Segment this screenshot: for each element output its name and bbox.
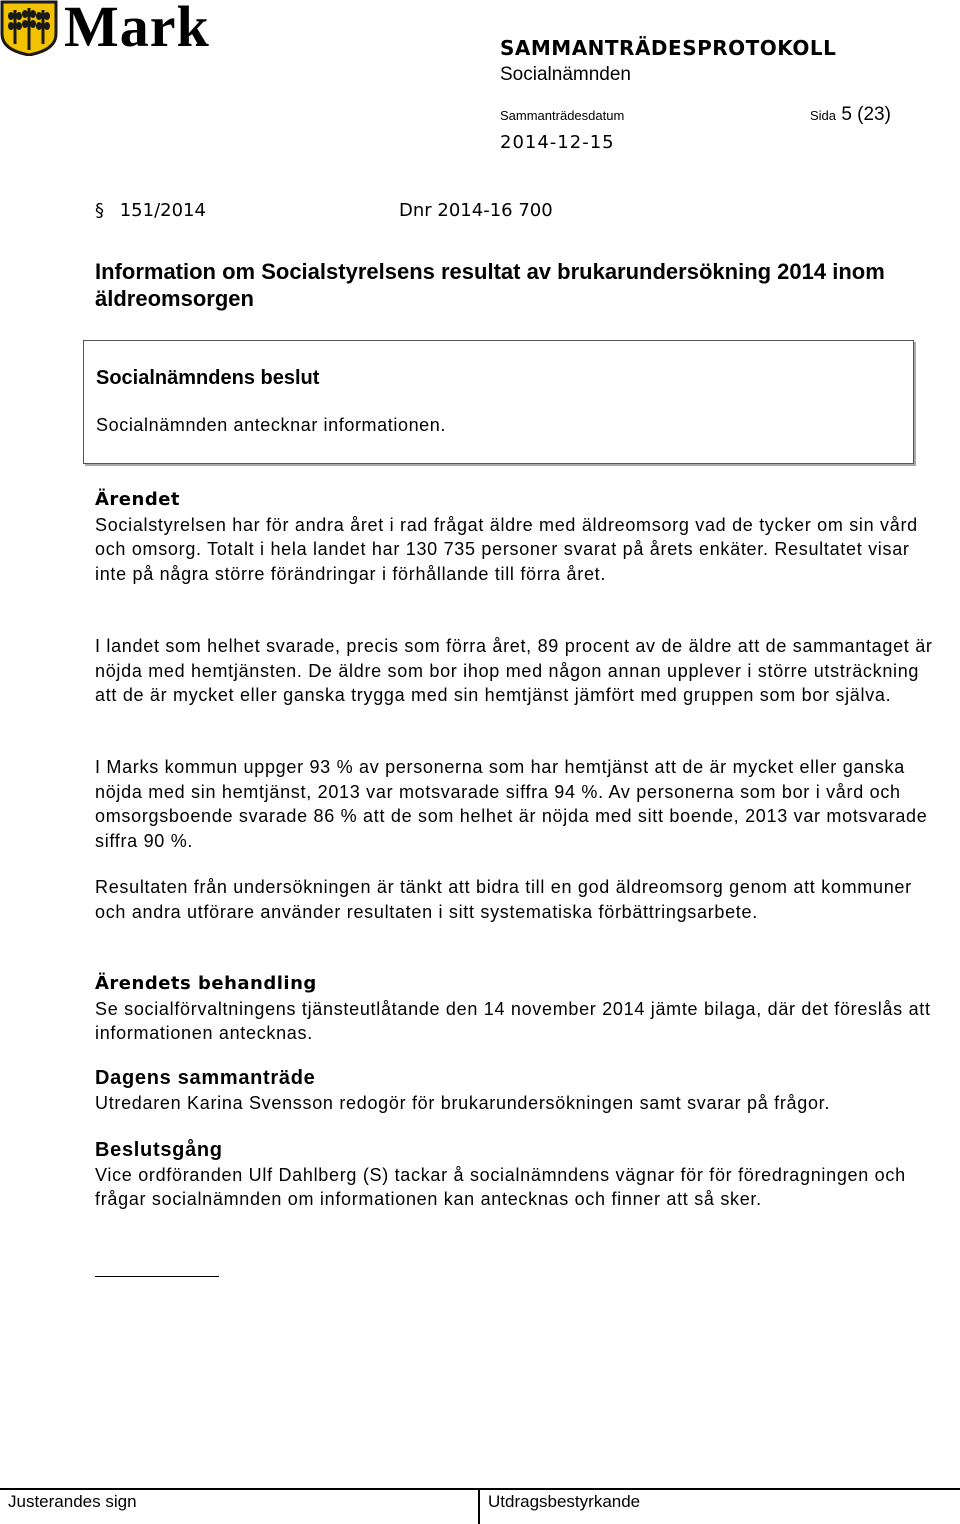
arendet-heading: Ärendet — [95, 489, 181, 510]
page-label: Sida — [810, 108, 837, 123]
arendet-paragraph-4: Resultaten från undersökningen är tänkt att bidra till en god äldreomsorg genom att kommuner och andra utförare använder resultaten i sitt systematiska förbättringsarbete. — [95, 877, 912, 922]
committee-name: Socialnämnden — [500, 64, 631, 85]
page-value: 5 (23) — [841, 104, 891, 125]
signature-line — [95, 1276, 219, 1277]
behandling-text: Se socialförvaltningens tjänsteutlåtande den 14 november 2014 jämte bilaga, där det föreslås att informationen antecknas. — [95, 998, 931, 1043]
decision-box — [83, 340, 914, 464]
footer-utdragsbestyrkande: Utdragsbestyrkande — [488, 1492, 641, 1511]
decision-title: Socialnämndens beslut — [96, 367, 320, 389]
municipality-emblem-icon — [0, 0, 58, 56]
behandling-heading: Ärendets behandling — [95, 973, 317, 994]
document-type-title: SAMMANTRÄDESPROTOKOLL — [500, 36, 837, 60]
decision-text: Socialnämnden antecknar informationen. — [96, 415, 446, 435]
dagens-text: Utredaren Karina Svensson redogör för brukarundersökningen samt svarar på frågor. — [95, 1092, 831, 1113]
paragraph-symbol: § — [95, 200, 104, 221]
arendet-section — [95, 488, 945, 586]
municipality-logo-text: Mark — [64, 0, 210, 59]
arendet-paragraph-3: I Marks kommun uppger 93 % av personerna som har hemtjänst att de är mycket eller ganska nöjda med sin hemtjänst, 2013 var motsvarade siffra 94 %. Av personerna som bor i vård och omsorgsboende svarade 86 % att de som helhet är nöjda med sitt boende, 2013 var motsvarade siffra 90 %. — [95, 757, 928, 851]
meeting-date: 2014-12-15 — [500, 132, 615, 153]
beslutsgang-text: Vice ordföranden Ulf Dahlberg (S) tackar å socialnämndens vägnar för för föredragningen och frågar socialnämnden om informationen kan antecknas och finner att så sker. — [95, 1164, 906, 1209]
item-number: 151/2014 — [119, 200, 206, 221]
arendet-paragraph-1: Socialstyrelsen har för andra året i rad frågat äldre med äldreomsorg vad de tycker om sin vård och omsorg. Totalt i hela landet har 130 735 personer svarat på årets enkäter. Resultatet visar inte på några större förändringar i förhållande till förra året. — [95, 514, 918, 584]
item-title: Information om Socialstyrelsens resultat av brukarundersökning 2014 inom äldreomsorgen — [95, 259, 885, 311]
footer-rule — [0, 1488, 960, 1490]
beslutsgang-heading: Beslutsgång — [95, 1139, 223, 1161]
beslutsgang-section — [95, 1138, 945, 1212]
diary-number: Dnr 2014-16 700 — [399, 200, 553, 221]
behandling-section — [95, 972, 945, 1046]
footer-divider — [478, 1490, 480, 1524]
item-reference — [95, 200, 553, 221]
footer-justerandes-sign: Justerandes sign — [8, 1492, 137, 1511]
arendet-paragraph-2: I landet som helhet svarade, precis som förra året, 89 procent av de äldre att de sammantaget är nöjda med hemtjänsten. De äldre som bor ihop med någon annan upplever i större utsträckning att de är mycket eller ganska trygga med sin hemtjänst jämfört med gruppen som bor själva. — [95, 636, 933, 705]
dagens-heading: Dagens sammanträde — [95, 1067, 316, 1089]
dagens-section — [95, 1066, 945, 1115]
meeting-date-label: Sammanträdesdatum — [500, 108, 625, 123]
page-indicator — [810, 104, 891, 126]
